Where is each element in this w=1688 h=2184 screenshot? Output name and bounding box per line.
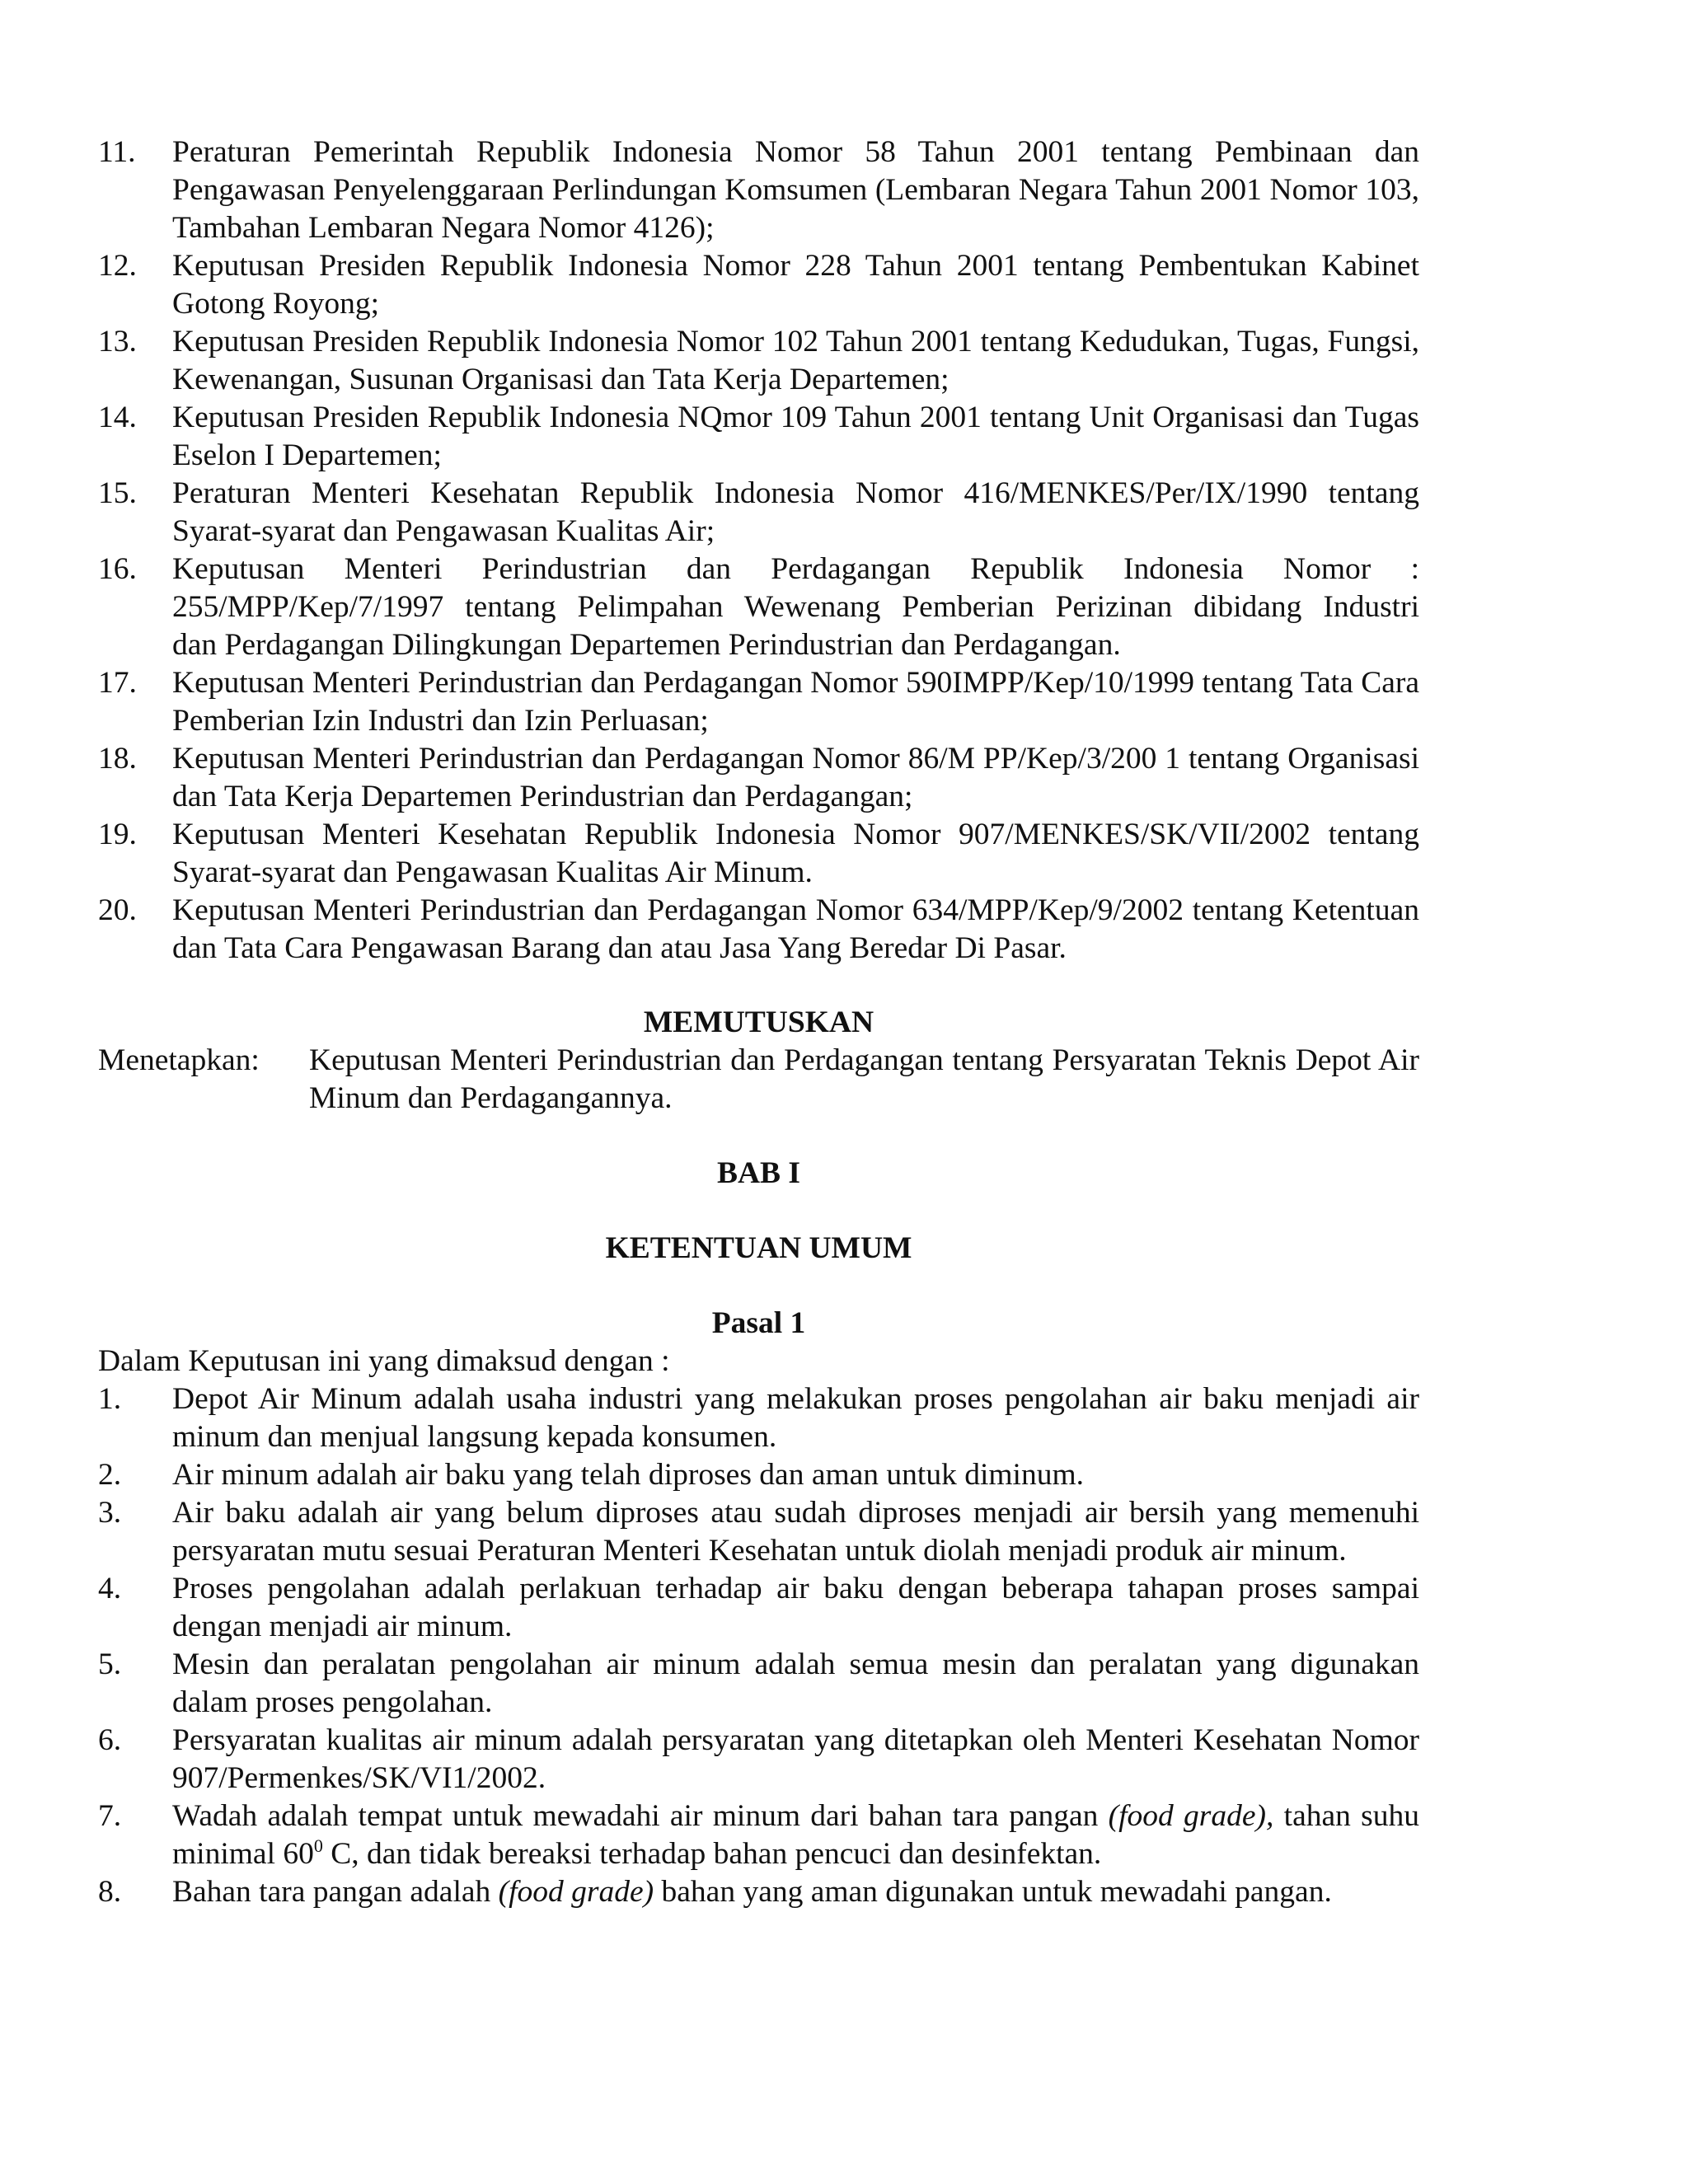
item-number: 17. [98,666,137,700]
item-number: 16. [98,552,137,586]
chapter-heading: BAB I [716,1156,801,1190]
item-text [172,1873,1419,1911]
item-text: Proses pengolahan adalah perlakuan terhadap air baku dengan beberapa tahapan proses sampai dengan menjadi air minum. [172,1572,1419,1643]
item-text-part: Bahan tara pangan adalah [172,1875,499,1909]
list-item [98,1380,1419,1456]
item-number: 7. [98,1799,122,1833]
list-item [98,1722,1419,1797]
item-number: 6. [98,1723,122,1757]
item-number: 14. [98,401,137,434]
item-text: Keputusan Menteri Perindustrian dan Perdagangan Nomor 86/M PP/Kep/3/200 1 tentang Organisasi dan Tata Kerja Departemen Perindustrian dan Perdagangan; [172,742,1419,813]
list-item [98,1646,1419,1722]
item-text: Air baku adalah air yang belum diproses atau sudah diproses menjadi air bersih yang memenuhi persyaratan mutu sesuai Peraturan Menteri Kesehatan untuk diolah menjadi produk air minum. [172,1496,1419,1568]
chapter-title: KETENTUAN UMUM [605,1231,912,1265]
item-number: 19. [98,818,137,851]
list-item [98,475,1419,551]
item-text [172,1797,1419,1873]
item-text-part: bahan yang aman digunakan untuk mewadahi pangan. [654,1875,1332,1909]
item-text: Keputusan Menteri Perindustrian dan Perdagangan Nomor 634/MPP/Kep/9/2002 tentang Ketentuan dan Tata Cara Pengawasan Barang dan atau Jasa Yang Beredar Di Pasar. [172,893,1419,965]
list-item [98,892,1419,968]
list-item [98,1570,1419,1646]
item-text-line: dan Perdagangan Dilingkungan Departemen Perindustrian dan Perdagangan. [172,628,1121,662]
definitions-intro: Dalam Keputusan ini yang dimaksud dengan : [98,1344,670,1378]
list-item [98,816,1419,892]
item-number: 13. [98,325,137,359]
article-heading: Pasal 1 [711,1306,806,1340]
item-text: Air minum adalah air baku yang telah diproses dan aman untuk diminum. [172,1458,1084,1492]
list-item [98,551,1419,664]
item-text: Persyaratan kualitas air minum adalah persyaratan yang ditetapkan oleh Menteri Kesehatan Nomor 907/Permenkes/SK/VI1/2002. [172,1723,1419,1795]
item-number: 15. [98,476,137,510]
superscript-degree: 0 [313,1835,323,1856]
list-item [98,1494,1419,1570]
item-text: Keputusan Menteri Perindustrian dan Perdagangan Nomor 590IMPP/Kep/10/1999 tentang Tata Cara Pemberian Izin Industri dan Izin Perluasan; [172,666,1419,738]
list-item [98,399,1419,475]
item-text: Peraturan Menteri Kesehatan Republik Indonesia Nomor 416/MENKES/Per/IX/1990 tentang Syarat-syarat dan Pengawasan Kualitas Air; [172,476,1419,548]
item-number: 8. [98,1875,122,1909]
decision-heading: MEMUTUSKAN [643,1005,874,1039]
list-item [98,664,1419,740]
item-text-part: Wadah adalah tempat untuk mewadahi air minum dari bahan tara pangan [172,1799,1109,1833]
decree-statement [98,1042,1419,1118]
list-item [98,740,1419,816]
document-page [98,134,1419,1911]
list-item [98,247,1419,323]
item-text: Peraturan Pemerintah Republik Indonesia Nomor 58 Tahun 2001 tentang Pembinaan dan Pengawasan Penyelenggaraan Perlindungan Komsumen (Lembaran Negara Tahun 2001 Nomor 103, Tambahan Lembaran Negara Nomor 4126); [172,135,1419,245]
item-text: Keputusan Presiden Republik Indonesia Nomor 102 Tahun 2001 tentang Kedudukan, Tugas, Fungsi, Kewenangan, Susunan Organisasi dan Tata Kerja Departemen; [172,325,1419,396]
list-item [98,1797,1419,1873]
item-number: 5. [98,1647,122,1681]
item-text [172,551,1419,664]
item-number: 18. [98,742,137,776]
item-text-line: 255/MPP/Kep/7/1997 tentang Pelimpahan Wewenang Pemberian Perizinan dibidang Industri [172,590,1419,624]
item-text-italic: (food grade) [498,1875,654,1909]
decree-text: Keputusan Menteri Perindustrian dan Perdagangan tentang Persyaratan Teknis Depot Air Minum dan Perdagangannya. [309,1043,1419,1115]
item-text: Depot Air Minum adalah usaha industri yang melakukan proses pengolahan air baku menjadi air minum dan menjual langsung kepada konsumen. [172,1382,1419,1454]
list-item [98,134,1419,247]
item-text-italic: (food grade), [1108,1799,1274,1833]
item-number: 1. [98,1382,122,1416]
item-text-line: Keputusan Menteri Perindustrian dan Perdagangan Republik Indonesia Nomor : [172,552,1419,586]
item-text-part: C, dan tidak bereaksi terhadap bahan pencuci dan desinfektan. [322,1837,1102,1871]
item-text-part: tahan suhu minimal 60 [172,1799,1419,1871]
reference-list [98,134,1419,968]
item-number: 3. [98,1496,122,1530]
decree-label: Menetapkan: [98,1043,260,1077]
list-item [98,1456,1419,1494]
list-item [98,323,1419,399]
item-number: 2. [98,1458,122,1492]
list-item [98,1873,1419,1911]
item-text: Mesin dan peralatan pengolahan air minum adalah semua mesin dan peralatan yang digunakan dalam proses pengolahan. [172,1647,1419,1719]
item-number: 11. [98,135,136,169]
item-number: 4. [98,1572,122,1605]
item-number: 20. [98,893,137,927]
item-text: Keputusan Presiden Republik Indonesia Nomor 228 Tahun 2001 tentang Pembentukan Kabinet Gotong Royong; [172,249,1419,321]
item-text: Keputusan Presiden Republik Indonesia NQmor 109 Tahun 2001 tentang Unit Organisasi dan Tugas Eselon I Departemen; [172,401,1419,472]
definitions-list [98,1380,1419,1911]
item-number: 12. [98,249,137,283]
item-text: Keputusan Menteri Kesehatan Republik Indonesia Nomor 907/MENKES/SK/VII/2002 tentang Syarat-syarat dan Pengawasan Kualitas Air Minum. [172,818,1419,889]
